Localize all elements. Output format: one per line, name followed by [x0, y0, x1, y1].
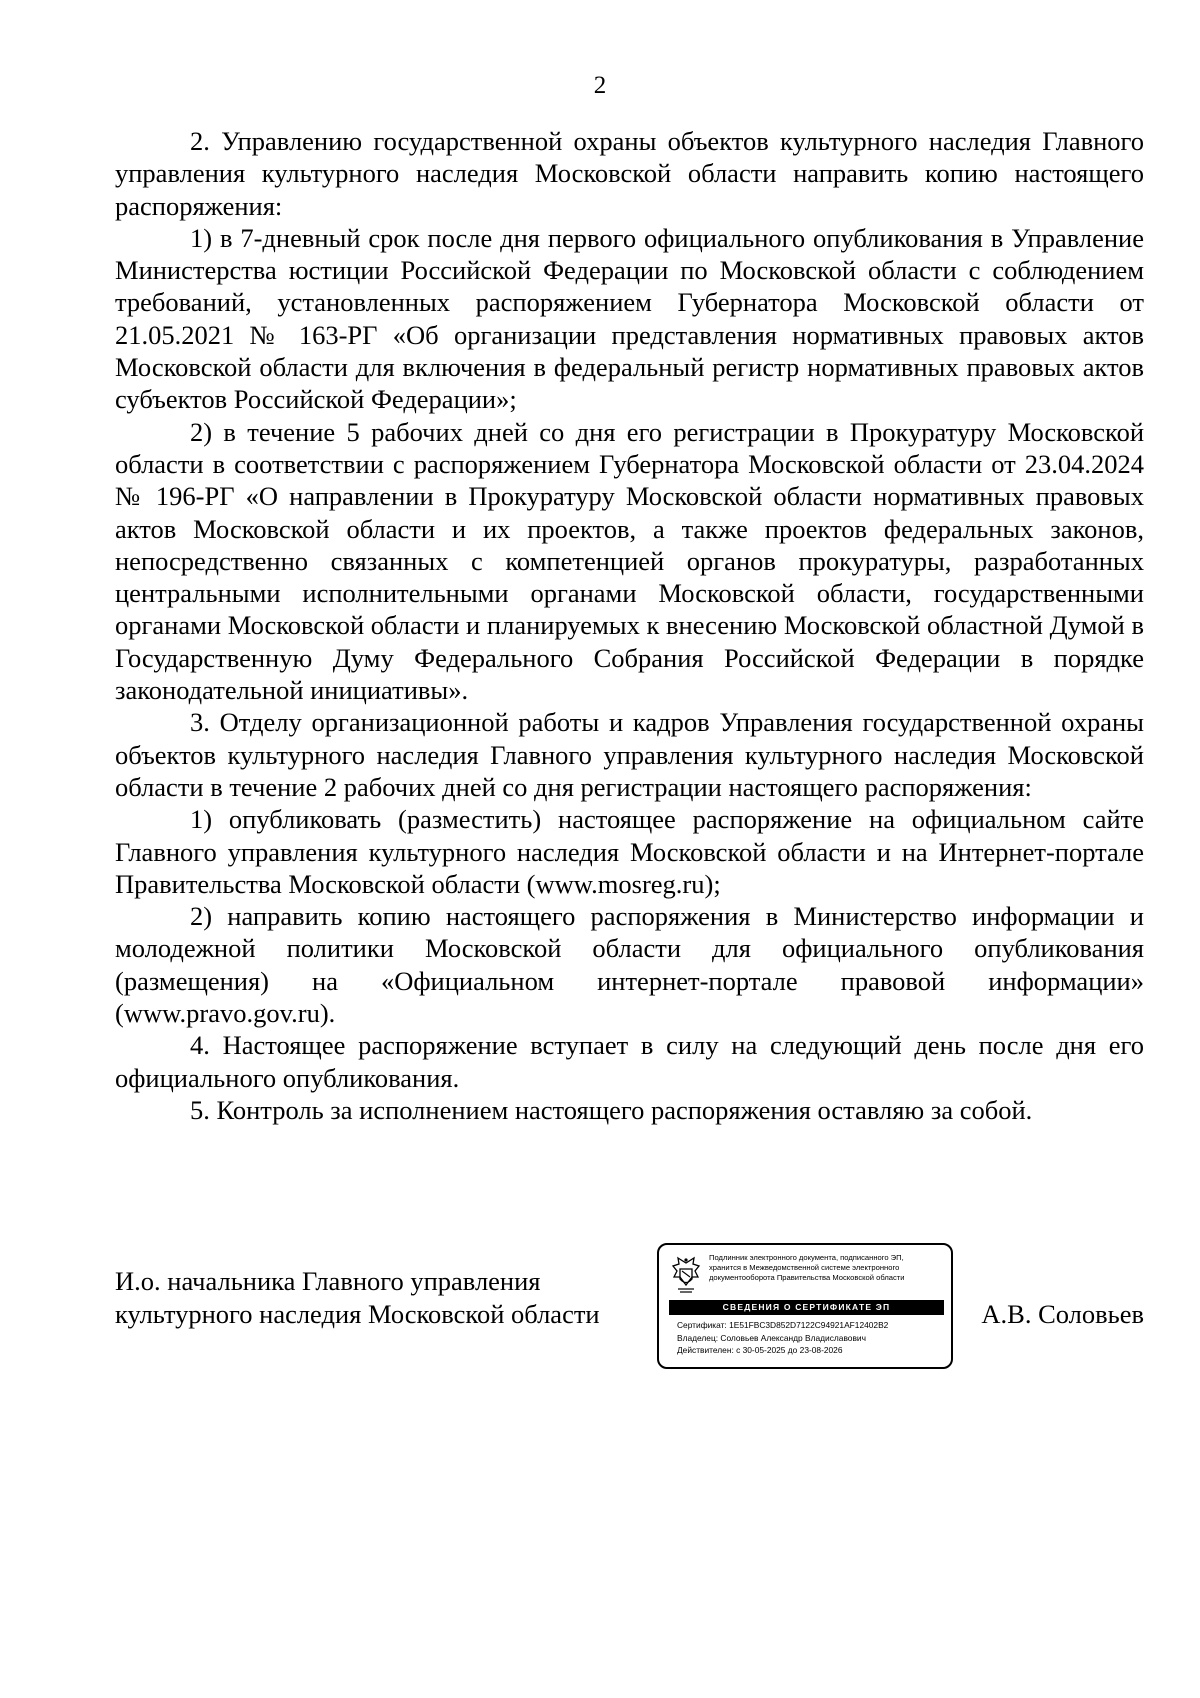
- stamp-header: [709, 1253, 949, 1283]
- paragraph-3: 3. Отделу организационной работы и кадров Управления государственной охраны объектов культурного наследия Главного управления культурного наследия Московской области в течение 2 рабочих дней со дня регистрации настоящего распоряжения:: [115, 707, 1144, 802]
- signer-title: [115, 1265, 675, 1331]
- paragraph-4: 4. Настоящее распоряжение вступает в силу на следующий день после дня его официального опубликования.: [115, 1030, 1144, 1093]
- signer-name: А.В. Соловьев: [981, 1299, 1144, 1329]
- paragraph-3-1: 1) опубликовать (разместить) настоящее распоряжение на официальном сайте Главного управления культурного наследия Московской области и на Интернет-портале Правительства Московской области (www.mosreg.ru);: [115, 804, 1144, 899]
- document-body: [115, 125, 1144, 1126]
- stamp-certificate-bar: СВЕДЕНИЯ О СЕРТИФИКАТЕ ЭП: [669, 1300, 944, 1315]
- coat-of-arms-icon: [669, 1255, 703, 1295]
- signer-title-line1: И.о. начальника Главного управления: [115, 1266, 541, 1296]
- paragraph-2-2: 2) в течение 5 рабочих дней со дня его регистрации в Прокуратуру Московской области в соответствии с распоряжением Губернатора Московской области от 23.04.2024 № 196-РГ «О направлении в Прокуратуру Московской области нормативных правовых актов Московской области и их проектов, а также проектов федеральных законов, непосредственно связанных с компетенцией органов прокуратуры, разработанных центральными исполнительными органами Московской области, государственными органами Московской области и планируемых к внесению Московской областной Думой в Государственную Думу Федерального Собрания Российской Федерации в порядке законодательной инициативы».: [115, 416, 1144, 706]
- stamp-owner: Владелец: Соловьев Александр Владиславович: [677, 1332, 866, 1343]
- stamp-header-line2: хранится в Межведомственной системе электронного: [709, 1263, 900, 1272]
- signature-block: [115, 1243, 1144, 1383]
- paragraph-3-2: 2) направить копию настоящего распоряжения в Министерство информации и молодежной политики Московской области для официального опубликования (размещения) на «Официальном интернет-портале правовой информации» (www.pravo.gov.ru).: [115, 901, 1144, 1029]
- stamp-header-line1: Подлинник электронного документа, подписанного ЭП,: [709, 1253, 904, 1262]
- electronic-signature-stamp: [657, 1243, 953, 1369]
- stamp-details: [677, 1319, 947, 1357]
- stamp-validity: Действителен: с 30-05-2025 до 23-08-2026: [677, 1345, 843, 1355]
- stamp-certificate: Сертификат: 1E51FBC3D852D7122C94921AF12402B2: [677, 1320, 889, 1330]
- paragraph-5: 5. Контроль за исполнением настоящего распоряжения оставляю за собой.: [190, 1094, 1033, 1125]
- signer-title-line2: культурного наследия Московской области: [115, 1299, 600, 1329]
- paragraph-2-1: 1) в 7-дневный срок после дня первого официального опубликования в Управление Министерства юстиции Российской Федерации по Московской области с соблюдением требований, установленных распоряжением Губернатора Московской области от 21.05.2021 № 163-РГ «Об организации представления нормативных правовых актов Московской области для включения в федеральный регистр нормативных правовых актов субъектов Российской Федерации»;: [115, 222, 1144, 415]
- paragraph-2: 2. Управлению государственной охраны объектов культурного наследия Главного управления культурного наследия Московской области направить копию настоящего распоряжения:: [115, 126, 1144, 221]
- page-number: 2: [593, 72, 607, 99]
- stamp-header-line3: документооборота Правительства Московской области: [709, 1273, 905, 1282]
